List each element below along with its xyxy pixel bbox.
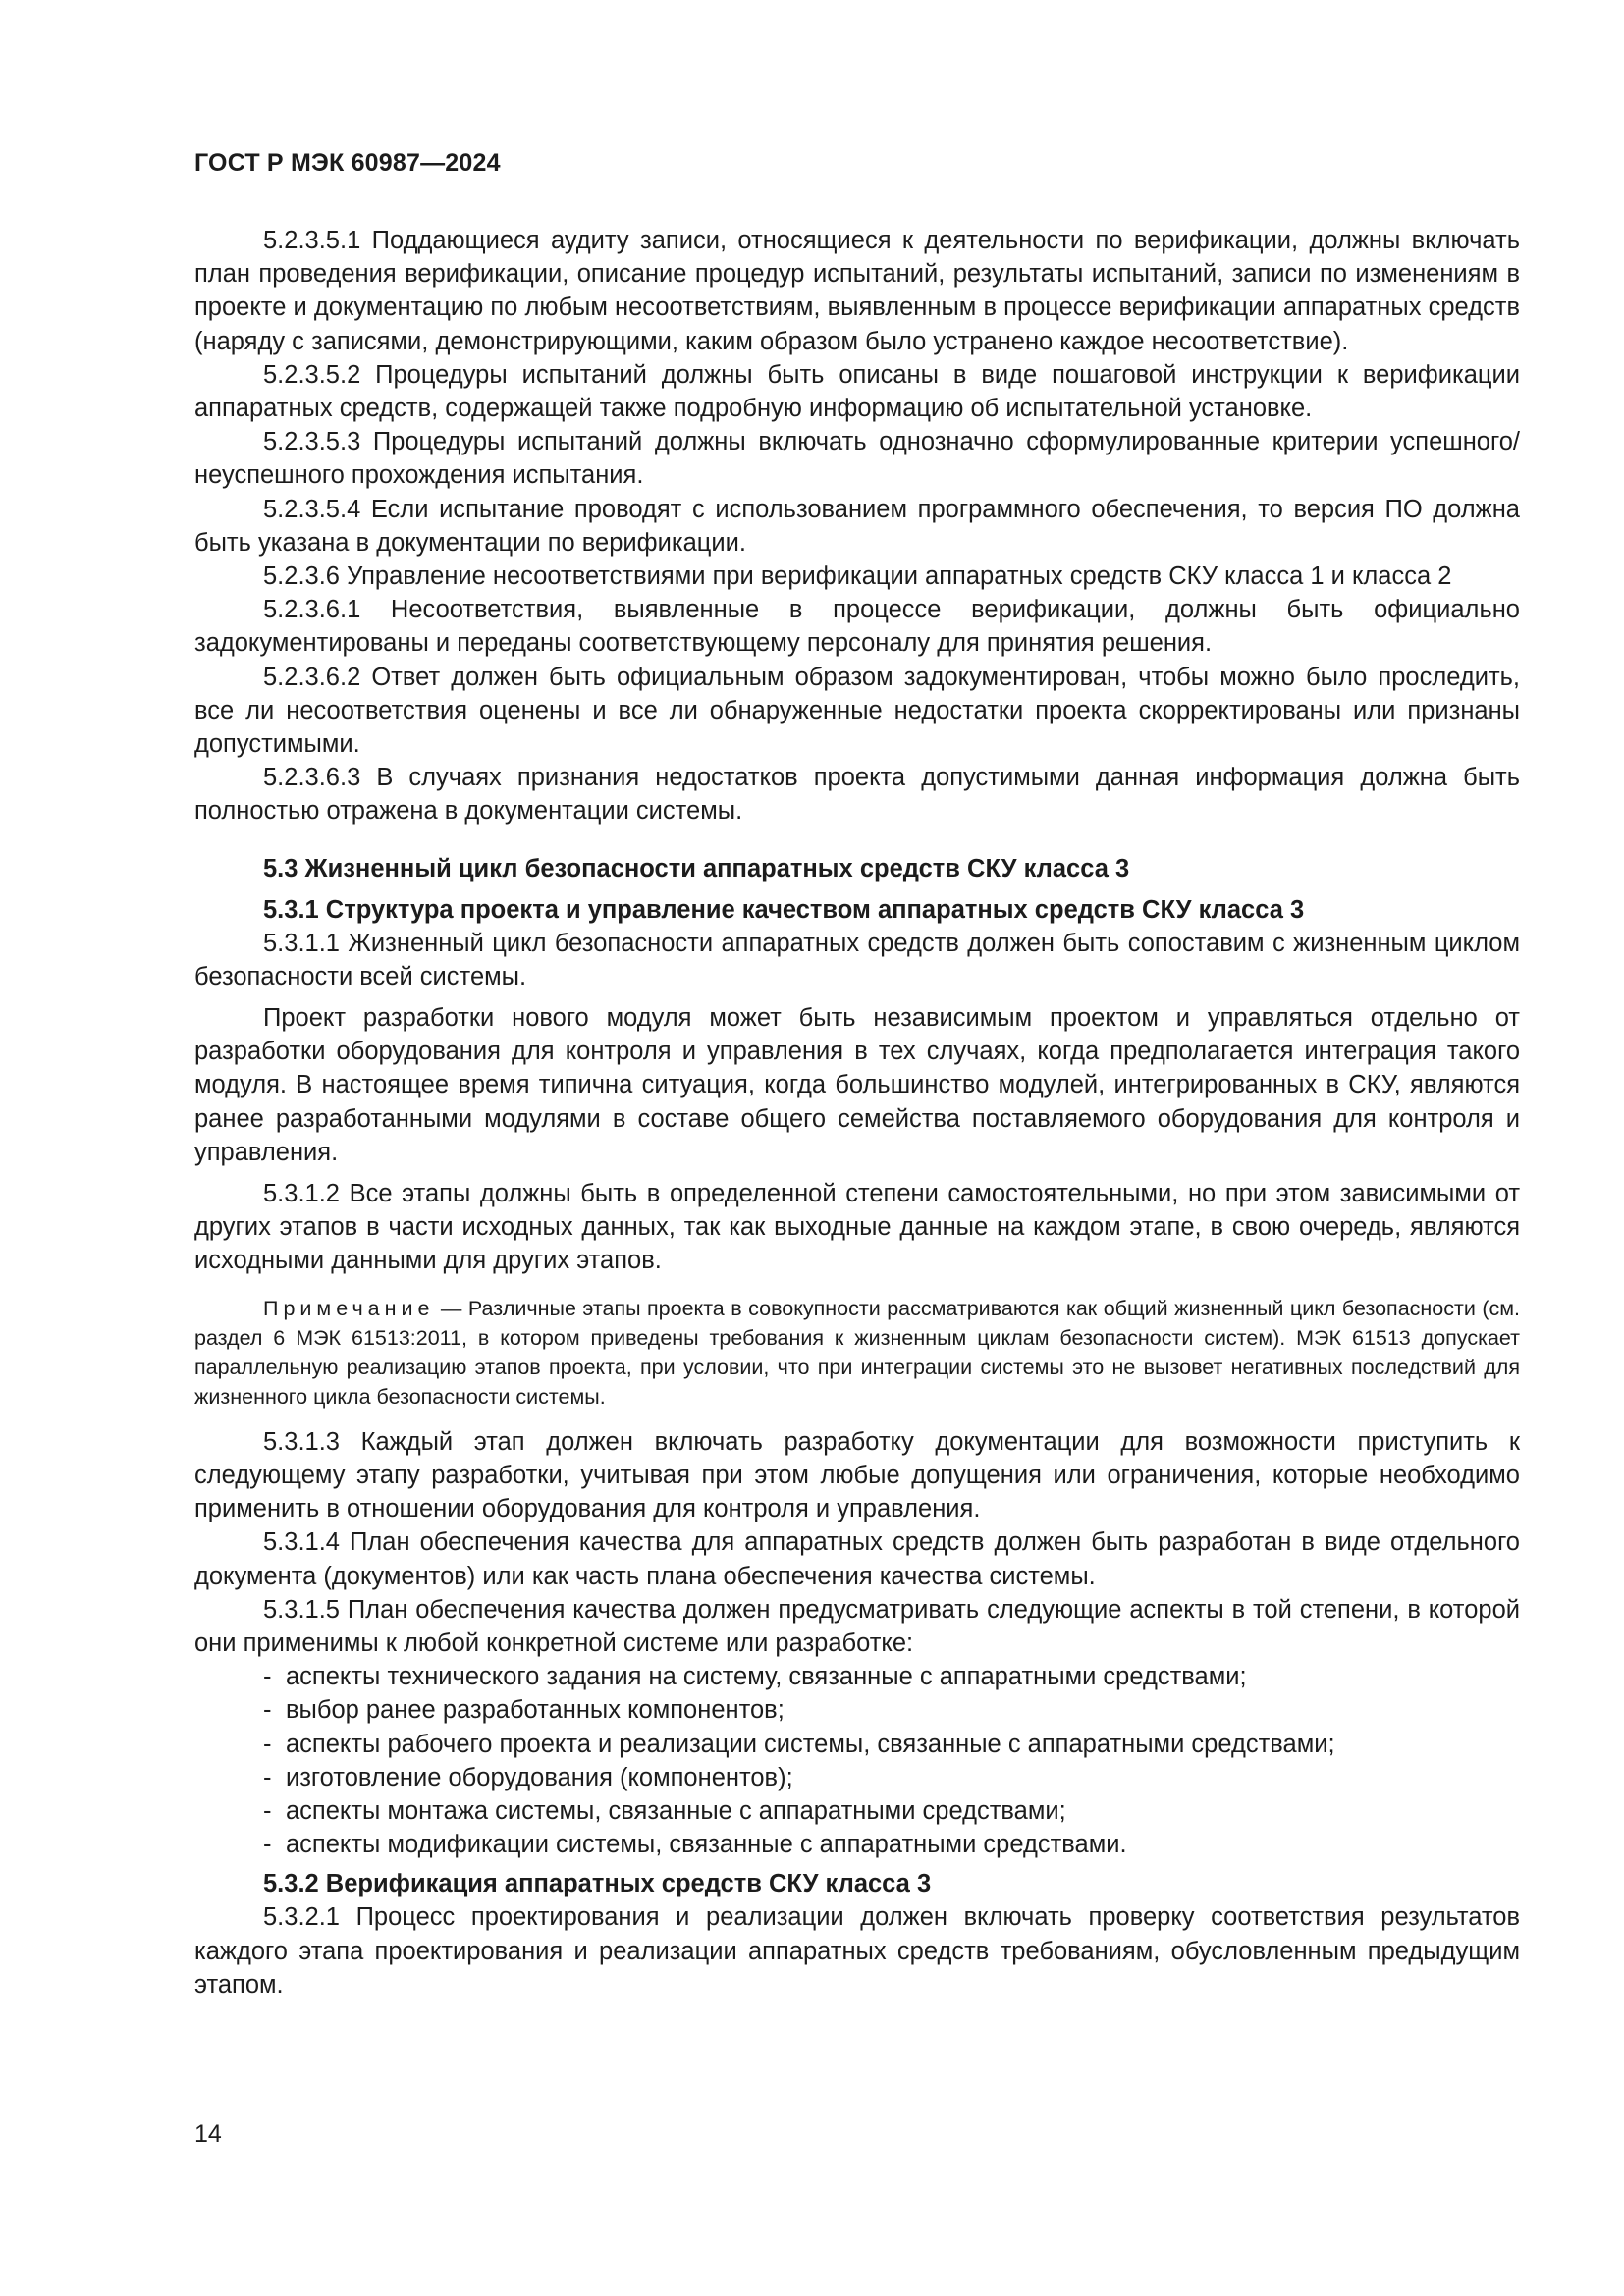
list-item: - аспекты рабочего проекта и реализации системы, связанные с аппаратными средствами; [263,1728,1520,1761]
list-item: - изготовление оборудования (компонентов); [263,1761,1520,1794]
list-item: - аспекты модификации системы, связанные с аппаратными средствами. [263,1828,1520,1861]
page-content [194,224,1520,2002]
paragraph-5-2-3-5-3: 5.2.3.5.3 Процедуры испытаний должны включать однозначно сформулированные критерии успешного/неуспешного прохождения испытания. [194,428,1520,490]
page-number: 14 [194,2120,222,2148]
note [194,1294,1520,1412]
paragraph-5-3-1-1: 5.3.1.1 Жизненный цикл безопасности аппаратных средств должен быть сопоставим с жизненным циклом безопасности всей системы. [194,929,1520,990]
section-heading-5-3-2: 5.3.2 Верификация аппаратных средств СКУ класса 3 [263,1870,932,1898]
paragraph-5-3-1-2: 5.3.1.2 Все этапы должны быть в определенной степени самостоятельными, но при этом зависимыми от других этапов в части исходных данных, так как выходные данные на каждом этапе, в свою очередь, являются исходными данными для других этапов. [194,1180,1520,1275]
paragraph-new-module: Проект разработки нового модуля может быть независимым проектом и управляться отдельно от разработки оборудования для контроля и управления в тех случаях, когда предполагается интеграция такого модуля. В настоящее время типична ситуация, когда большинство модулей, интегрированных в СКУ, являются ранее разработанными модулями в составе общего семейства поставляемого оборудования для контроля и управления. [194,1004,1520,1166]
aspects-list [194,1660,1520,1861]
paragraph-5-2-3-5-4: 5.2.3.5.4 Если испытание проводят с использованием программного обеспечения, то версия ПО должна быть указана в документации по верификации. [194,495,1520,557]
section-heading-5-3-1: 5.3.1 Структура проекта и управление качеством аппаратных средств СКУ класса 3 [263,895,1305,924]
paragraph-5-2-3-5-1: 5.2.3.5.1 Поддающиеся аудиту записи, относящиеся к деятельности по верификации, должны включать план проведения верификации, описание процедур испытаний, результаты испытаний, записи по изменениям в проекте и документацию по любым несоответствиям, выявленным в процессе верификации аппаратных средств (наряду с записями, демонстрирующими, каким образом было устранено каждое несоответствие). [194,227,1520,355]
paragraph-5-2-3-6: 5.2.3.6 Управление несоответствиями при верификации аппаратных средств СКУ класса 1 и класса 2 [263,562,1452,591]
paragraph-5-3-1-4: 5.3.1.4 План обеспечения качества для аппаратных средств должен быть разработан в виде отдельного документа (документов) или как часть плана обеспечения качества системы. [194,1528,1520,1590]
section-heading-5-3: 5.3 Жизненный цикл безопасности аппаратных средств СКУ класса 3 [263,854,1130,882]
paragraph-5-3-1-3: 5.3.1.3 Каждый этап должен включать разработку документации для возможности приступить к следующему этапу разработки, учитывая при этом любые допущения или ограничения, которые необходимо применить в отношении оборудования для контроля и управления. [194,1427,1520,1523]
paragraph-5-2-3-6-3: 5.2.3.6.3 В случаях признания недостатков проекта допустимыми данная информация должна быть полностью отражена в документации системы. [194,764,1520,826]
document-header: ГОСТ Р МЭК 60987—2024 [194,149,501,177]
paragraph-5-3-1-5: 5.3.1.5 План обеспечения качества должен предусматривать следующие аспекты в той степени, в которой они применимы к любой конкретной системе или разработке: [194,1595,1520,1657]
note-label: Примечание [263,1296,435,1320]
list-item: - аспекты монтажа системы, связанные с аппаратными средствами; [263,1794,1520,1828]
paragraph-5-2-3-6-1: 5.2.3.6.1 Несоответствия, выявленные в процессе верификации, должны быть официально задокументированы и переданы соответствующему персоналу для принятия решения. [194,596,1520,658]
paragraph-5-2-3-6-2: 5.2.3.6.2 Ответ должен быть официальным образом задокументирован, чтобы можно было проследить, все ли несоответствия оценены и все ли обнаруженные недостатки проекта скорректированы или признаны допустимыми. [194,663,1520,759]
list-item: - аспекты технического задания на систему, связанные с аппаратными средствами; [263,1660,1520,1693]
list-item: - выбор ранее разработанных компонентов; [263,1693,1520,1727]
paragraph-5-2-3-5-2: 5.2.3.5.2 Процедуры испытаний должны быть описаны в виде пошаговой инструкции к верификации аппаратных средств, содержащей также подробную информацию об испытательной установке. [194,360,1520,423]
note-text: — Различные этапы проекта в совокупности рассматриваются как общий жизненный цикл безопасности (см. раздел 6 МЭК 61513:2011, в котором приведены требования к жизненным циклам безопасности систем). МЭК 61513 допускает параллельную реализацию этапов проекта, при условии, что при интеграции системы это не вызовет негативных последствий для жизненного цикла безопасности системы. [194,1296,1520,1409]
paragraph-5-3-2-1: 5.3.2.1 Процесс проектирования и реализации должен включать проверку соответствия результатов каждого этапа проектирования и реализации аппаратных средств требованиям, обусловленным предыдущим этапом. [194,1903,1520,1999]
